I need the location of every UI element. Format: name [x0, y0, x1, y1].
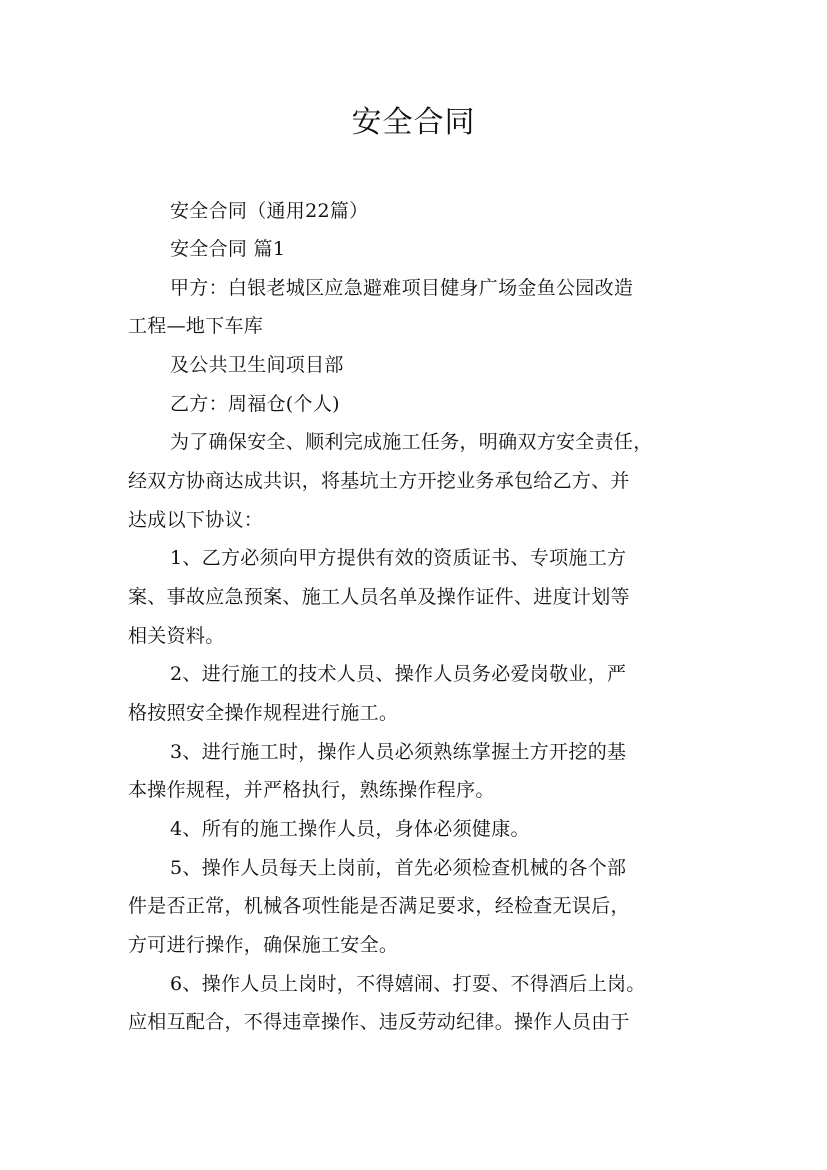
- text-line: 6、操作人员上岗时，不得嬉闹、打耍、不得酒后上岗。: [170, 973, 646, 995]
- text-line: 方可进行操作，确保施工安全。: [128, 934, 399, 956]
- text-line: 为了确保安全、顺利完成施工任务，明确双方安全责任，: [170, 431, 653, 453]
- text-line: 件是否正常，机械各项性能是否满足要求，经检查无误后，: [128, 895, 630, 917]
- text-line: 1、乙方必须向甲方提供有效的资质证书、专项施工方: [170, 547, 627, 569]
- text-line: 本操作规程，并严格执行，熟练操作程序。: [128, 779, 495, 801]
- text-line: 应相互配合，不得违章操作、违反劳动纪律。操作人员由于: [128, 1011, 630, 1033]
- text-line: 4、所有的施工操作人员，身体必须健康。: [170, 818, 530, 840]
- text-line: 及公共卫生间项目部: [170, 354, 344, 376]
- text-line: 5、操作人员每天上岗前，首先必须检查机械的各个部: [170, 857, 627, 879]
- text-line: 2、进行施工的技术人员、操作人员务必爱岗敬业，严: [170, 663, 627, 685]
- text-line: 工程—地下车库: [128, 315, 264, 337]
- text-line: 安全合同 篇1: [170, 238, 286, 260]
- text-line: 格按照安全操作规程进行施工。: [128, 702, 399, 724]
- text-line: 乙方：周福仓(个人): [170, 393, 340, 415]
- document-title: 安全合同: [351, 105, 476, 140]
- text-line: 相关资料。: [128, 625, 225, 647]
- text-line: 甲方：白银老城区应急避难项目健身广场金鱼公园改造: [170, 277, 634, 299]
- text-line: 案、事故应急预案、施工人员名单及操作证件、进度计划等: [128, 586, 630, 608]
- text-line: 经双方协商达成共识，将基坑土方开挖业务承包给乙方、并: [128, 470, 630, 492]
- text-line: 安全合同（通用22篇）: [170, 200, 369, 222]
- text-line: 3、进行施工时，操作人员必须熟练掌握土方开挖的基: [170, 741, 627, 763]
- text-line: 达成以下协议：: [128, 509, 264, 531]
